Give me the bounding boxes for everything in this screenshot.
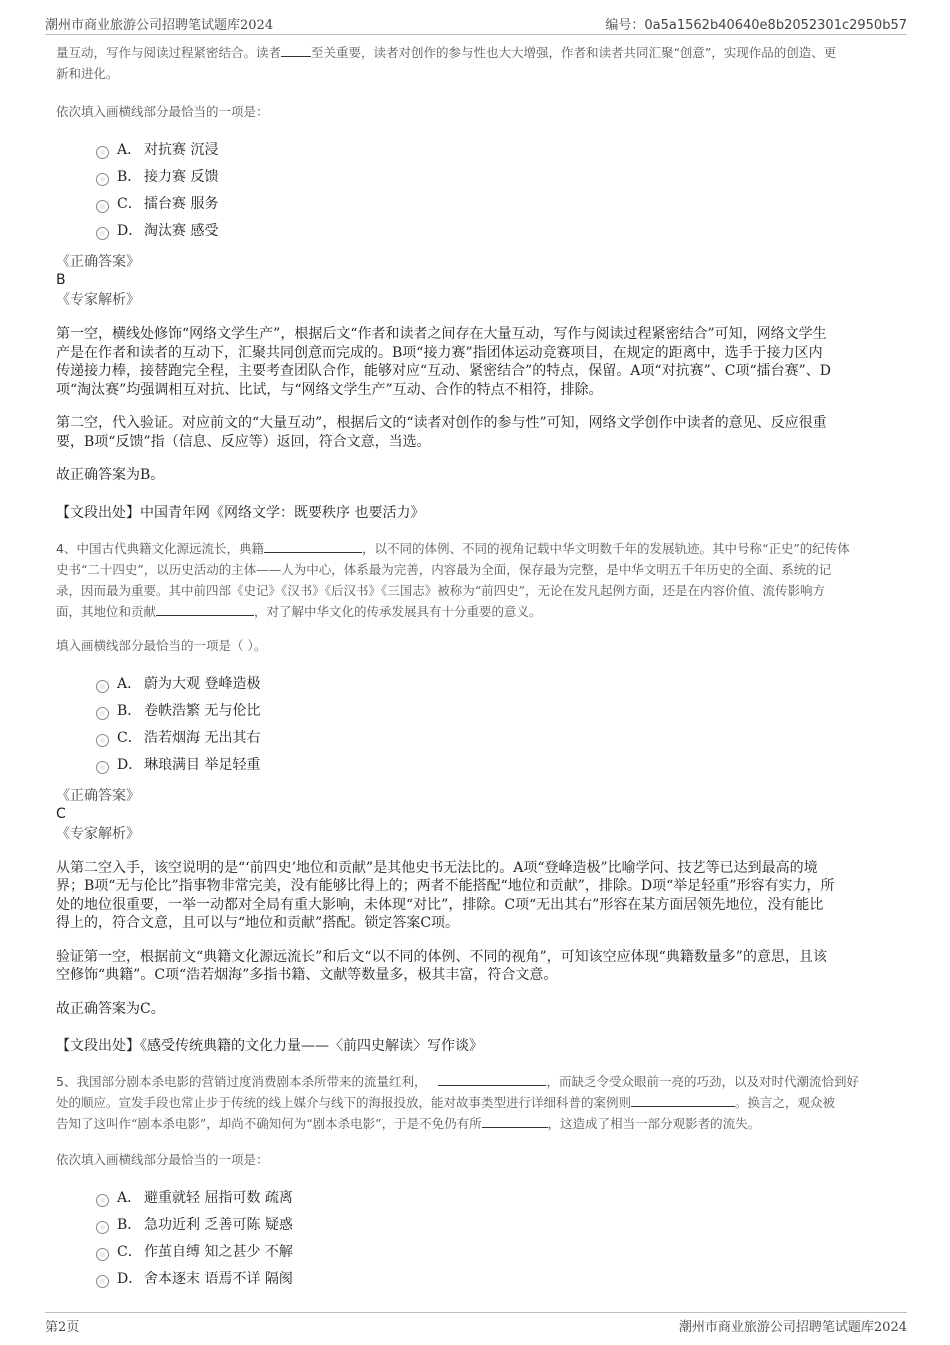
q4-prompt: 填入画横线部分最恰当的一项是（ ）。: [56, 637, 267, 653]
q3-blank: [281, 44, 311, 57]
q3-stem-end: 新和进化。: [56, 66, 119, 81]
radio-button[interactable]: [96, 761, 109, 774]
q3-analysis-para-2: 第二空，代入验证。对应前文的“大量互动”，根据后文的“读者对创作的参与性”可知，网络文学创作中读者的意见、反应很重 要，B项“反馈”指（信息、反应等）返回，符合文意，当选。: [56, 415, 827, 450]
q5-option-a[interactable]: A． 避重就轻 屈指可数 疏离: [56, 1183, 896, 1210]
radio-button[interactable]: [96, 734, 109, 747]
radio-button[interactable]: [96, 1275, 109, 1288]
radio-button[interactable]: [96, 1221, 109, 1234]
q3-option-c[interactable]: C． 擂台赛 服务: [56, 189, 896, 216]
q5-prompt: 依次填入画横线部分最恰当的一项是：: [56, 1152, 269, 1167]
q3-analysis-label: 《专家解析》: [56, 292, 140, 308]
radio-button[interactable]: [96, 680, 109, 693]
q4-options: [56, 669, 896, 777]
q4-option-a[interactable]: A． 蔚为大观 登峰造极: [56, 669, 896, 696]
q4-analysis-conclusion: 故正确答案为C。: [56, 1000, 165, 1017]
radio-button[interactable]: [96, 707, 109, 720]
q3-stem: 量互动，写作与阅读过程紧密结合。读者 至关重要，读者对创作的参与性也大大增强，作者和读者共同汇聚“创意”，实现作品的创造、更: [56, 45, 837, 60]
q3-analysis-conclusion: 故正确答案为B。: [56, 467, 165, 483]
q4-blank-2: [156, 603, 254, 616]
q4-source: 【文段出处】《感受传统典籍的文化力量——〈前四史解读〉写作谈》: [56, 1038, 483, 1054]
page-footer: [45, 1312, 907, 1335]
q5-blank-1: [438, 1073, 546, 1086]
question-5: [56, 1071, 896, 1291]
question-4: [56, 538, 896, 1056]
header-code-label: 编号：: [605, 18, 645, 33]
q3-analysis: [56, 325, 896, 485]
q5-option-c[interactable]: C． 作茧自缚 知之甚少 不解: [56, 1237, 896, 1264]
q4-number: 4、: [56, 540, 77, 556]
q4-option-d[interactable]: D． 琳琅满目 举足轻重: [56, 750, 896, 777]
q4-stem-line-4: 面，其地位和贡献 ，对了解中华文化的传承发展具有十分重要的意义。: [56, 603, 542, 619]
q4-stem-line-2: 史书“二十四史”，以历史活动的主体——人为中心，体系最为完善，内容最为全面，保存最为完整，是中华文明五千年历史的全面、系统的记: [56, 561, 832, 577]
q5-blank-2: [631, 1094, 735, 1107]
q5-option-d[interactable]: D． 舍本逐末 语焉不详 隔阂: [56, 1264, 896, 1291]
header-code: 0a5a1562b40640e8b2052301c2950b57: [644, 18, 907, 33]
q4-answer-label: 《正确答案》: [56, 787, 140, 804]
radio-button[interactable]: [96, 146, 109, 159]
q3-option-b[interactable]: B． 接力赛 反馈: [56, 162, 896, 189]
q5-stem-line-2: 处的顺应。宣发手段也常止步于传统的线上媒介与线下的海报投放，能对故事类型进行详细科普的案例则 。换言之，观众被: [56, 1095, 836, 1110]
q3-options: [56, 135, 896, 243]
q4-analysis-label: 《专家解析》: [56, 825, 140, 842]
header-doc-code: [605, 14, 907, 33]
q4-answer: C: [56, 805, 66, 822]
q3-answer: B: [56, 272, 66, 288]
q4-option-c[interactable]: C． 浩若烟海 无出其右: [56, 723, 896, 750]
q5-stem-line-3: 告知了这叫作“剧本杀电影”，却尚不确知何为“剧本杀电影”，于是不免仍有所 ，这造成了相当一部分观影者的流失。: [56, 1116, 761, 1131]
q4-analysis-para-1: 从第二空入手，该空说明的是“‘前四史’地位和贡献”是其他史书无法比的。A项“登峰造极”比喻学问、技艺等已达到最高的境 界；B项“无与伦比”指事物非常完美，没有能够比得上的；两者不能搭配“地位和贡献”，排除。D项“举足轻重”形容有实力，所 处的地位很重要，一举一动都对全局有重大影响，未体现“对比”，排除。C项“无出其右”形容在某方面居领先地位，没有能比 得上的，符合文意，且可以与“地位和贡献”搭配。锁定答案C项。: [56, 859, 835, 931]
q5-option-b[interactable]: B． 急功近利 乏善可陈 疑惑: [56, 1210, 896, 1237]
q3-answer-label: 《正确答案》: [56, 254, 140, 270]
radio-button[interactable]: [96, 227, 109, 240]
q4-option-b[interactable]: B． 卷帙浩繁 无与伦比: [56, 696, 896, 723]
q3-option-d[interactable]: D． 淘汰赛 感受: [56, 216, 896, 243]
q3-source: 【文段出处】中国青年网《网络文学：既要秩序 也要活力》: [56, 504, 425, 521]
page-content: [56, 42, 896, 1291]
q4-stem-line-3: 录，因而最为重要。其中前四部《史记》《汉书》《后汉书》《三国志》被称为“前四史”，无论在发凡起例方面，还是在内容价值、流传影响方: [56, 582, 826, 598]
q4-analysis: [56, 859, 896, 1019]
radio-button[interactable]: [96, 200, 109, 213]
q5-options: [56, 1183, 896, 1291]
question-3: [56, 42, 896, 522]
header-title: 潮州市商业旅游公司招聘笔试题库2024: [45, 18, 274, 33]
q3-analysis-para-1: 第一空，横线处修饰“网络文学生产”，根据后文“作者和读者之间存在大量互动，写作与阅读过程紧密结合”可知，网络文学生 产是在作者和读者的互动下，汇聚共同创意而完成的。B项“接力赛”指团体运动竞赛项目，在规定的距离中，选手于接力区内 传递接力棒，接替跑完全程，主要考查团队合作，能够对应“互动、紧密结合”的特点，保留。A项“对抗赛”、C项“擂台赛”、D 项“淘汰赛”均强调相互对抗、比试，与“网络文学生产”互动、合作的特点不相符，排除。: [56, 326, 831, 398]
radio-button[interactable]: [96, 173, 109, 186]
q5-number: 5、: [56, 1074, 77, 1089]
radio-button[interactable]: [96, 1248, 109, 1261]
page-header: [45, 12, 907, 35]
q4-stem-line-1: 4、中国古代典籍文化源远流长，典籍 ，以不同的体例、不同的视角记载中华文明数千年的发展轨迹。其中号称“正史”的纪传体: [56, 540, 850, 556]
q4-blank-1: [264, 540, 362, 553]
q5-stem-line-1: 5、我国部分剧本杀电影的营销过度消费剧本杀所带来的流量红利， ，而缺乏令受众眼前一亮的巧劲，以及对时代潮流恰到好: [56, 1074, 859, 1089]
q4-analysis-para-2: 验证第一空，根据前文“典籍文化源远流长”和后文“以不同的体例、不同的视角”，可知该空应体现“典籍数量多”的意思，且该 空修饰“典籍”。C项“浩若烟海”多指书籍、文献等数量多，极其丰富，符合文意。: [56, 948, 827, 983]
q5-blank-3: [482, 1115, 548, 1128]
radio-button[interactable]: [96, 1194, 109, 1207]
q3-prompt: 依次填入画横线部分最恰当的一项是：: [56, 104, 269, 119]
footer-page-number: 第2页: [45, 1320, 80, 1335]
q3-option-a[interactable]: A． 对抗赛 沉浸: [56, 135, 896, 162]
footer-title: 潮州市商业旅游公司招聘笔试题库2024: [678, 1320, 907, 1335]
